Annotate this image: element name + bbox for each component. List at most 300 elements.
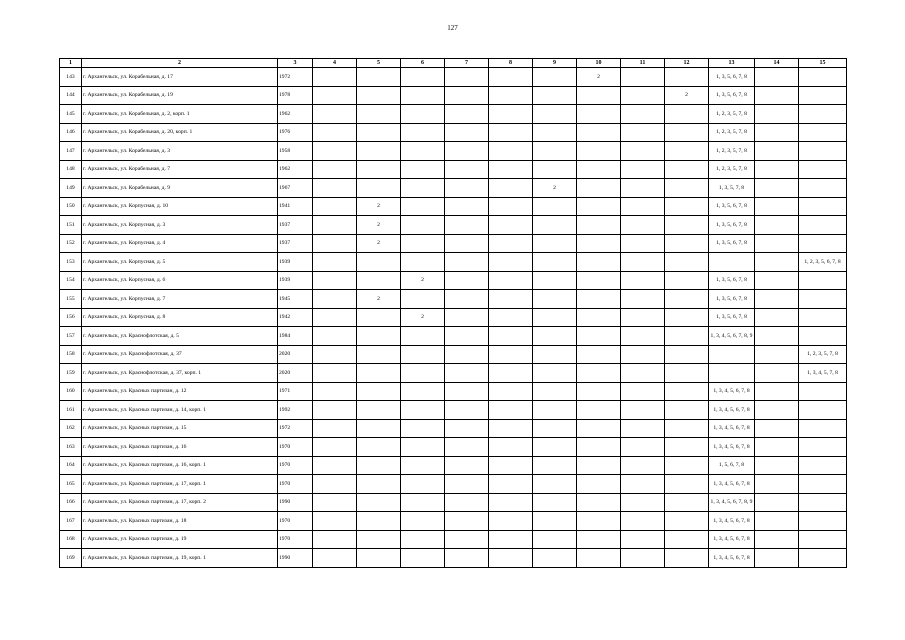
table-cell <box>445 308 489 327</box>
table-cell <box>533 438 577 457</box>
row-number-cell: 151 <box>60 216 82 235</box>
address-cell: г. Архангельск, ул. Красных партизан, д. 14, корп. 1 <box>82 401 278 420</box>
codes-cell <box>799 493 847 512</box>
row-number-cell: 154 <box>60 271 82 290</box>
table-row <box>60 419 847 438</box>
table-cell <box>445 234 489 253</box>
table-cell <box>401 234 445 253</box>
table-row <box>60 364 847 383</box>
table-cell <box>533 419 577 438</box>
row-number-cell: 169 <box>60 549 82 568</box>
table-row <box>60 530 847 549</box>
address-cell: г. Архангельск, ул. Корпусная, д. 10 <box>82 197 278 216</box>
codes-cell <box>799 456 847 475</box>
address-cell: г. Архангельск, ул. Красных партизан, д. 17, корп. 2 <box>82 493 278 512</box>
table-row <box>60 549 847 568</box>
year-cell: 1970 <box>278 530 313 549</box>
table-cell <box>533 345 577 364</box>
table-cell <box>489 475 533 494</box>
table-cell <box>577 438 621 457</box>
address-cell: г. Архангельск, ул. Краснофлотская, д. 5 <box>82 327 278 346</box>
table-cell <box>755 142 799 161</box>
table-cell <box>313 179 357 198</box>
table-cell <box>533 308 577 327</box>
codes-cell <box>799 475 847 494</box>
table-cell <box>357 549 401 568</box>
table-cell <box>533 105 577 124</box>
year-cell: 1970 <box>278 475 313 494</box>
table-row <box>60 197 847 216</box>
column-header-9: 9 <box>533 59 577 68</box>
codes-cell <box>799 142 847 161</box>
table-cell <box>489 456 533 475</box>
table-cell <box>489 401 533 420</box>
table-cell <box>665 512 709 531</box>
table-cell <box>577 530 621 549</box>
table-cell <box>445 142 489 161</box>
table-row <box>60 327 847 346</box>
codes-cell <box>799 419 847 438</box>
table-cell <box>357 493 401 512</box>
column-header-5: 5 <box>357 59 401 68</box>
codes-cell: 1, 2, 3, 5, 7, 8 <box>709 123 755 142</box>
table-cell <box>489 438 533 457</box>
table-cell <box>313 345 357 364</box>
address-cell: г. Архангельск, ул. Красных партизан, д. 19, корп. 1 <box>82 549 278 568</box>
year-cell: 2020 <box>278 364 313 383</box>
table-cell <box>755 160 799 179</box>
row-number-cell: 159 <box>60 364 82 383</box>
table-cell <box>401 549 445 568</box>
codes-cell: 1, 3, 4, 5, 6, 7, 8, 9 <box>709 327 755 346</box>
address-cell: г. Архангельск, ул. Корабельная, д. 9 <box>82 179 278 198</box>
codes-cell <box>709 345 755 364</box>
address-cell: г. Архангельск, ул. Красных партизан, д. 16, корп. 1 <box>82 456 278 475</box>
codes-cell: 1, 3, 4, 5, 6, 7, 8 <box>709 401 755 420</box>
codes-cell <box>799 68 847 87</box>
year-cell: 1970 <box>278 456 313 475</box>
table-cell <box>577 216 621 235</box>
row-number-cell: 165 <box>60 475 82 494</box>
table-cell <box>445 271 489 290</box>
table-row <box>60 160 847 179</box>
table-cell <box>357 456 401 475</box>
address-cell: г. Архангельск, ул. Красных партизан, д. 16 <box>82 438 278 457</box>
table-cell <box>357 160 401 179</box>
table-cell <box>665 475 709 494</box>
table-cell <box>621 105 665 124</box>
column-header-13: 13 <box>709 59 755 68</box>
row-number-cell: 156 <box>60 308 82 327</box>
year-cell: 1990 <box>278 493 313 512</box>
table-cell: 2 <box>665 86 709 105</box>
table-body <box>60 68 847 568</box>
table-cell <box>755 234 799 253</box>
table-cell <box>665 382 709 401</box>
table-cell <box>401 160 445 179</box>
table-cell <box>621 160 665 179</box>
table-cell <box>445 512 489 531</box>
table-cell <box>665 179 709 198</box>
table-cell: 2 <box>401 271 445 290</box>
table-cell <box>755 179 799 198</box>
table-cell <box>577 549 621 568</box>
table-cell <box>489 290 533 309</box>
table-cell <box>533 456 577 475</box>
codes-cell <box>799 234 847 253</box>
table-cell <box>577 142 621 161</box>
codes-cell: 1, 2, 3, 5, 7, 8 <box>709 160 755 179</box>
table-cell <box>357 179 401 198</box>
table-cell <box>357 401 401 420</box>
codes-cell <box>799 86 847 105</box>
table-cell <box>489 382 533 401</box>
table-cell <box>445 475 489 494</box>
table-cell: 2 <box>357 290 401 309</box>
table-row <box>60 290 847 309</box>
row-number-cell: 150 <box>60 197 82 216</box>
table-row <box>60 68 847 87</box>
codes-cell: 1, 2, 3, 5, 7, 8 <box>709 105 755 124</box>
table-row <box>60 271 847 290</box>
table-cell <box>313 456 357 475</box>
table-row <box>60 382 847 401</box>
table-cell <box>357 123 401 142</box>
codes-cell: 1, 3, 5, 6, 7, 8 <box>709 308 755 327</box>
table-cell <box>445 123 489 142</box>
table-cell <box>755 345 799 364</box>
year-cell: 1939 <box>278 253 313 272</box>
row-number-cell: 147 <box>60 142 82 161</box>
column-header-6: 6 <box>401 59 445 68</box>
table-cell <box>401 327 445 346</box>
table-cell <box>357 345 401 364</box>
table-cell <box>401 123 445 142</box>
table-cell <box>357 530 401 549</box>
table-cell <box>665 197 709 216</box>
table-cell <box>665 345 709 364</box>
codes-cell <box>799 530 847 549</box>
table-cell <box>621 345 665 364</box>
table-cell <box>755 327 799 346</box>
table-cell <box>445 290 489 309</box>
table-cell <box>445 401 489 420</box>
table-cell <box>533 327 577 346</box>
table-row <box>60 142 847 161</box>
table-cell <box>489 327 533 346</box>
table-cell <box>665 271 709 290</box>
table-cell <box>577 253 621 272</box>
table-cell <box>313 234 357 253</box>
table-cell <box>401 512 445 531</box>
column-header-11: 11 <box>621 59 665 68</box>
table-cell <box>755 475 799 494</box>
table-cell <box>445 493 489 512</box>
table-cell <box>313 86 357 105</box>
table-cell <box>577 197 621 216</box>
table-cell <box>621 68 665 87</box>
table-cell <box>665 419 709 438</box>
table-cell <box>577 327 621 346</box>
table-cell <box>665 456 709 475</box>
table-cell <box>533 123 577 142</box>
codes-cell: 1, 3, 4, 5, 7, 8 <box>799 364 847 383</box>
table-cell <box>755 512 799 531</box>
table-cell <box>577 401 621 420</box>
row-number-cell: 148 <box>60 160 82 179</box>
row-number-cell: 145 <box>60 105 82 124</box>
codes-cell <box>799 438 847 457</box>
table-cell <box>313 475 357 494</box>
table-cell <box>577 234 621 253</box>
table-cell <box>445 419 489 438</box>
table-cell <box>313 290 357 309</box>
table-cell <box>621 549 665 568</box>
table-cell <box>621 234 665 253</box>
codes-cell: 1, 3, 5, 6, 7, 8 <box>709 86 755 105</box>
table-cell <box>533 512 577 531</box>
table-cell <box>445 68 489 87</box>
year-cell: 1992 <box>278 401 313 420</box>
address-cell: г. Архангельск, ул. Корабельная, д. 17 <box>82 68 278 87</box>
table-cell <box>755 382 799 401</box>
table-cell <box>357 253 401 272</box>
column-header-4: 4 <box>313 59 357 68</box>
table-row <box>60 401 847 420</box>
year-cell: 1972 <box>278 419 313 438</box>
table-cell <box>621 142 665 161</box>
year-cell: 1970 <box>278 438 313 457</box>
table-cell <box>313 493 357 512</box>
year-cell: 1941 <box>278 197 313 216</box>
codes-cell: 1, 3, 4, 5, 6, 7, 8 <box>709 475 755 494</box>
year-cell: 1962 <box>278 160 313 179</box>
table-cell <box>313 530 357 549</box>
table-cell <box>533 530 577 549</box>
table-row <box>60 105 847 124</box>
codes-cell <box>799 549 847 568</box>
table-cell <box>533 290 577 309</box>
table-cell: 2 <box>357 197 401 216</box>
year-cell: 1958 <box>278 142 313 161</box>
column-header-10: 10 <box>577 59 621 68</box>
table-cell <box>489 68 533 87</box>
row-number-cell: 163 <box>60 438 82 457</box>
table-cell <box>621 382 665 401</box>
table-cell <box>665 493 709 512</box>
table-cell <box>445 160 489 179</box>
table-cell <box>533 549 577 568</box>
table-cell <box>755 530 799 549</box>
table-cell <box>357 142 401 161</box>
table-cell <box>489 179 533 198</box>
table-cell <box>313 327 357 346</box>
table-cell <box>755 419 799 438</box>
row-number-cell: 155 <box>60 290 82 309</box>
table-cell <box>313 308 357 327</box>
address-cell: г. Архангельск, ул. Краснофлотская, д. 37 <box>82 345 278 364</box>
address-cell: г. Архангельск, ул. Корпусная, д. 5 <box>82 253 278 272</box>
table-cell <box>401 86 445 105</box>
row-number-cell: 166 <box>60 493 82 512</box>
table-cell <box>533 401 577 420</box>
table-cell <box>489 493 533 512</box>
table-cell <box>665 253 709 272</box>
table-cell <box>313 438 357 457</box>
table-cell <box>755 105 799 124</box>
year-cell: 1937 <box>278 216 313 235</box>
codes-cell: 1, 3, 5, 6, 7, 8 <box>709 68 755 87</box>
codes-cell: 1, 3, 5, 6, 7, 8 <box>709 216 755 235</box>
table-cell <box>621 419 665 438</box>
row-number-cell: 158 <box>60 345 82 364</box>
table-cell <box>533 197 577 216</box>
table-cell <box>357 419 401 438</box>
year-cell: 1990 <box>278 549 313 568</box>
table-cell <box>357 512 401 531</box>
table-cell <box>401 401 445 420</box>
address-cell: г. Архангельск, ул. Красных партизан, д. 15 <box>82 419 278 438</box>
codes-cell: 1, 5, 6, 7, 8 <box>709 456 755 475</box>
column-header-14: 14 <box>755 59 799 68</box>
table-cell <box>489 271 533 290</box>
column-header-12: 12 <box>665 59 709 68</box>
codes-cell <box>799 160 847 179</box>
table-cell <box>621 475 665 494</box>
table-cell <box>755 271 799 290</box>
table-cell <box>533 234 577 253</box>
table-cell <box>489 86 533 105</box>
table-cell <box>577 160 621 179</box>
table-cell <box>313 512 357 531</box>
year-cell: 2020 <box>278 345 313 364</box>
codes-cell: 1, 3, 4, 5, 6, 7, 8 <box>709 512 755 531</box>
table-cell <box>313 160 357 179</box>
table-cell <box>401 105 445 124</box>
table-row <box>60 345 847 364</box>
table-cell <box>489 142 533 161</box>
column-header-3: 3 <box>278 59 313 68</box>
codes-cell: 1, 3, 4, 5, 6, 7, 8 <box>709 382 755 401</box>
address-cell: г. Архангельск, ул. Корпусная, д. 8 <box>82 308 278 327</box>
table-cell <box>401 253 445 272</box>
table-cell <box>577 382 621 401</box>
table-cell <box>755 364 799 383</box>
table-cell <box>533 382 577 401</box>
codes-cell: 1, 2, 3, 5, 7, 8 <box>799 345 847 364</box>
table-cell <box>665 327 709 346</box>
table-cell <box>533 216 577 235</box>
table-cell <box>621 216 665 235</box>
row-number-cell: 143 <box>60 68 82 87</box>
table-cell <box>621 456 665 475</box>
table-cell <box>621 253 665 272</box>
table-cell <box>755 456 799 475</box>
codes-cell <box>799 308 847 327</box>
table-cell <box>357 475 401 494</box>
table-cell <box>621 530 665 549</box>
table-cell <box>665 142 709 161</box>
table-cell <box>755 197 799 216</box>
table-cell <box>665 530 709 549</box>
table-cell <box>357 68 401 87</box>
table-cell <box>665 234 709 253</box>
table-row <box>60 438 847 457</box>
table-cell: 2 <box>357 216 401 235</box>
table-cell <box>445 253 489 272</box>
codes-cell: 1, 3, 5, 6, 7, 8 <box>709 290 755 309</box>
row-number-cell: 164 <box>60 456 82 475</box>
table-cell <box>577 105 621 124</box>
table-cell <box>621 123 665 142</box>
table-cell <box>755 68 799 87</box>
table-cell <box>621 364 665 383</box>
table-cell <box>313 123 357 142</box>
table-cell <box>445 179 489 198</box>
table-cell <box>401 290 445 309</box>
table-cell <box>577 345 621 364</box>
address-cell: г. Архангельск, ул. Краснофлотская, д. 37, корп. 1 <box>82 364 278 383</box>
row-number-cell: 153 <box>60 253 82 272</box>
table-cell <box>489 197 533 216</box>
table-cell <box>445 382 489 401</box>
table-cell <box>577 493 621 512</box>
address-cell: г. Архангельск, ул. Корпусная, д. 3 <box>82 216 278 235</box>
column-header-15: 15 <box>799 59 847 68</box>
table-cell <box>313 364 357 383</box>
address-cell: г. Архангельск, ул. Красных партизан, д. 17, корп. 1 <box>82 475 278 494</box>
table-cell <box>401 493 445 512</box>
table-row <box>60 216 847 235</box>
table-cell <box>357 438 401 457</box>
table-cell: 2 <box>357 234 401 253</box>
table-cell <box>401 345 445 364</box>
table-cell <box>621 86 665 105</box>
row-number-cell: 157 <box>60 327 82 346</box>
table-cell <box>401 216 445 235</box>
table-cell <box>357 105 401 124</box>
row-number-cell: 160 <box>60 382 82 401</box>
row-number-cell: 146 <box>60 123 82 142</box>
table-cell <box>577 364 621 383</box>
table-cell <box>445 456 489 475</box>
codes-cell: 1, 3, 4, 5, 6, 7, 8 <box>709 549 755 568</box>
table-cell <box>755 253 799 272</box>
table-cell <box>755 290 799 309</box>
table-cell <box>577 271 621 290</box>
address-cell: г. Архангельск, ул. Корабельная, д. 19 <box>82 86 278 105</box>
table-cell <box>577 290 621 309</box>
address-cell: г. Архангельск, ул. Корпусная, д. 4 <box>82 234 278 253</box>
table-cell <box>357 86 401 105</box>
table-cell <box>755 86 799 105</box>
table-cell <box>533 68 577 87</box>
table-cell <box>489 364 533 383</box>
table-cell <box>577 308 621 327</box>
address-cell: г. Архангельск, ул. Корабельная, д. 3 <box>82 142 278 161</box>
table-cell <box>665 438 709 457</box>
table-cell <box>621 493 665 512</box>
codes-cell <box>799 401 847 420</box>
table-row <box>60 234 847 253</box>
year-cell: 1978 <box>278 86 313 105</box>
codes-cell: 1, 3, 5, 6, 7, 8 <box>709 271 755 290</box>
year-cell: 1939 <box>278 271 313 290</box>
table-cell <box>313 549 357 568</box>
table-cell <box>577 475 621 494</box>
codes-cell: 1, 3, 4, 5, 6, 7, 8 <box>709 438 755 457</box>
page-number: 127 <box>447 24 458 32</box>
